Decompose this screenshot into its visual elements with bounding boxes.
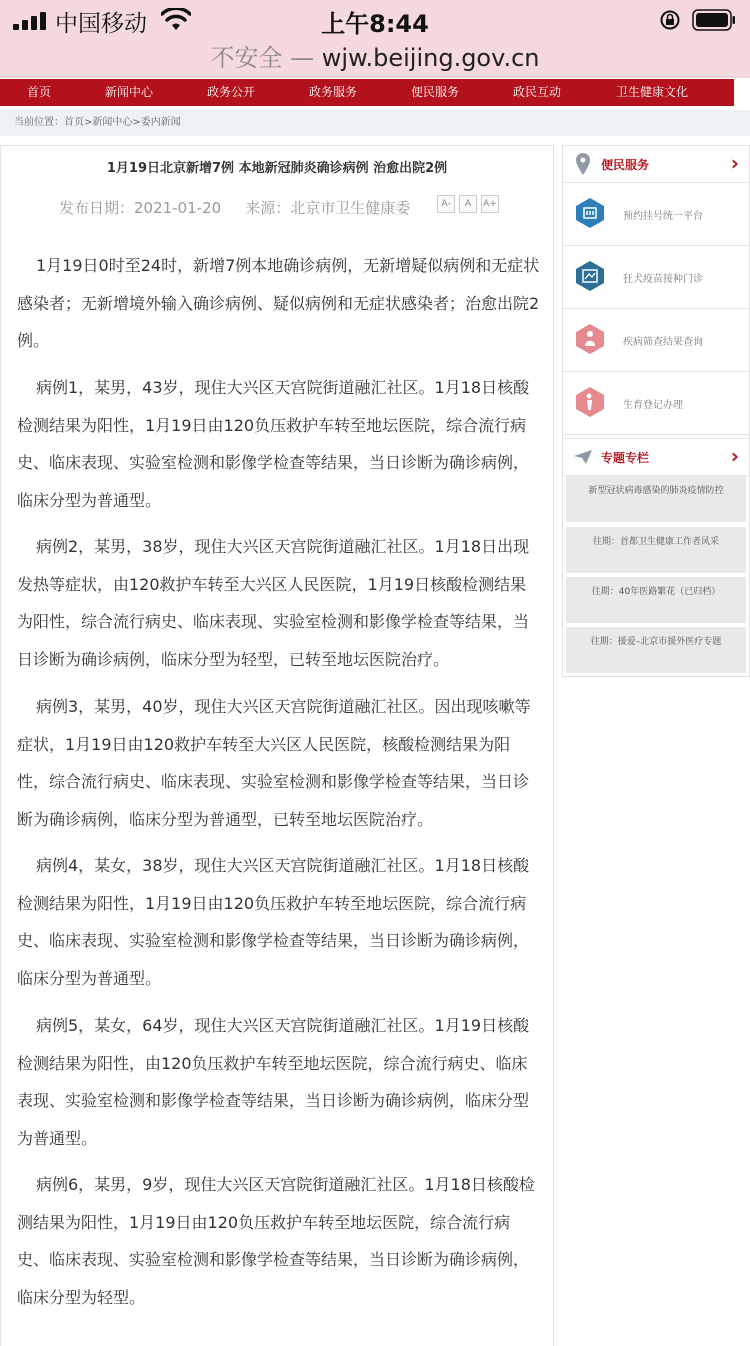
sidebar <box>562 145 750 677</box>
nav-item-government-services[interactable]: 政务服务 <box>309 85 358 99</box>
topic-item[interactable]: 新型冠状病毒感染的肺炎疫情防控 <box>566 476 746 522</box>
vaccine-icon <box>575 260 605 292</box>
font-normal-button[interactable]: A <box>459 195 477 213</box>
chevron-right-icon[interactable]: › <box>730 151 739 175</box>
nav-item-news[interactable]: 新闻中心 <box>105 85 154 99</box>
article-paragraph: 病例1，某男，43岁，现住大兴区天宫院街道融汇社区。1月18日核酸检测结果为阳性，1月19日由120负压救护车转至地坛医院，综合流行病史、临床表现、实验室检测和影像学检查等结果，当日诊断为确诊病例，临床分型为普通型。 <box>17 378 530 510</box>
service-item-appointment[interactable] <box>563 183 749 246</box>
article-paragraph: 病例3，某男，40岁，现住大兴区天宫院街道融汇社区。因出现咳嗽等症状，1月19日由120救护车转至大兴区人民医院，核酸检测结果为阳性，综合流行病史、临床表现、实验室检测和影像学检查等结果，当日诊断为确诊病例，临床分型为普通型，已转至地坛医院治疗。 <box>17 697 531 829</box>
service-item-rabies-vaccine[interactable] <box>563 246 749 309</box>
topic-item[interactable]: 往期：援爱–北京市援外医疗专题 <box>566 627 746 673</box>
hospital-icon <box>575 197 605 229</box>
paper-plane-icon <box>573 449 593 465</box>
topic-item[interactable]: 往期：40年医路繁花（已归档） <box>566 577 746 623</box>
nav-item-interaction[interactable]: 政民互动 <box>513 85 562 99</box>
font-increase-button[interactable]: A+ <box>481 195 499 213</box>
article-title: 1月19日北京新增7例 本地新冠肺炎确诊病例 治愈出院2例 <box>106 161 448 176</box>
service-item-birth-registration[interactable] <box>563 372 749 435</box>
article-source: 来源：北京市卫生健康委 <box>245 199 411 217</box>
status-bar <box>0 0 750 40</box>
nav-item-home[interactable]: 首页 <box>27 85 52 99</box>
main-nav <box>0 79 734 106</box>
article-paragraph: 病例6，某男，9岁，现住大兴区天宫院街道融汇社区。1月18日核酸检测结果为阳性，1月19日由120负压救护车转至地坛医院，综合流行病史、临床表现、实验室检测和影像学检查等结果，当日诊断为确诊病例，临床分型为轻型。 <box>17 1175 535 1307</box>
location-pin-icon <box>575 152 591 176</box>
article-meta <box>59 197 410 218</box>
service-label: 疾病筛查结果查询 <box>623 337 703 348</box>
service-section-header <box>563 146 749 183</box>
article <box>0 145 554 1346</box>
service-section-title: 便民服务 <box>601 158 650 172</box>
address-bar[interactable] <box>0 38 750 73</box>
screening-icon <box>575 323 605 355</box>
topic-section-header <box>563 438 749 476</box>
service-item-screening-results[interactable] <box>563 309 749 372</box>
nav-item-government-affairs[interactable]: 政务公开 <box>207 85 256 99</box>
service-label: 狂犬疫苗接种门诊 <box>623 274 703 285</box>
chevron-right-icon[interactable]: › <box>730 444 739 468</box>
font-decrease-button[interactable]: A- <box>437 195 455 213</box>
article-paragraph: 1月19日0时至24时，新增7例本地确诊病例，无新增疑似病例和无症状感染者；无新增境外输入确诊病例、疑似病例和无症状感染者；治愈出院2例。 <box>17 256 540 350</box>
service-label: 预约挂号统一平台 <box>623 211 703 222</box>
birth-icon <box>575 386 605 418</box>
browser-top-bar <box>0 0 750 78</box>
orientation-lock-icon <box>659 9 681 31</box>
breadcrumb-text[interactable]: 当前位置：首页>新闻中心>委内新闻 <box>14 117 181 128</box>
article-paragraph: 病例5，某女，64岁，现住大兴区天宫院街道融汇社区。1月19日核酸检测结果为阳性，由120负压救护车转至地坛医院，综合流行病史、临床表现、实验室检测和影像学检查等结果，当日诊断为确诊病例，临床分型为普通型。 <box>17 1016 530 1148</box>
topic-item[interactable]: 往期：首都卫生健康工作者风采 <box>566 527 746 573</box>
nav-item-public-services[interactable]: 便民服务 <box>411 85 460 99</box>
article-paragraph: 病例2，某男，38岁，现住大兴区天宫院街道融汇社区。1月18日出现发热等症状，由120救护车转至大兴区人民医院，1月19日核酸检测结果为阳性，综合流行病史、临床表现、实验室检测和影像学检查等结果，当日诊断为确诊病例，临床分型为轻型，已转至地坛医院治疗。 <box>17 537 530 669</box>
status-time: 上午8:44 <box>321 10 429 38</box>
publish-date: 发布日期：2021-01-20 <box>59 199 222 217</box>
carrier-name: 中国移动 <box>55 11 147 37</box>
nav-item-health-culture[interactable]: 卫生健康文化 <box>616 85 689 99</box>
service-label: 生育登记办理 <box>623 400 683 411</box>
topic-section-title: 专题专栏 <box>601 451 650 465</box>
breadcrumb <box>0 110 750 136</box>
article-paragraph: 病例4，某女，38岁，现住大兴区天宫院街道融汇社区。1月18日核酸检测结果为阳性，1月19日由120负压救护车转至地坛医院，综合流行病史、临床表现、实验室检测和影像学检查等结果，当日诊断为确诊病例，临床分型为普通型。 <box>17 856 530 988</box>
battery-icon <box>692 9 736 31</box>
url-domain: wjw.beijing.gov.cn <box>321 44 540 72</box>
insecure-label: 不安全 — <box>210 44 315 72</box>
